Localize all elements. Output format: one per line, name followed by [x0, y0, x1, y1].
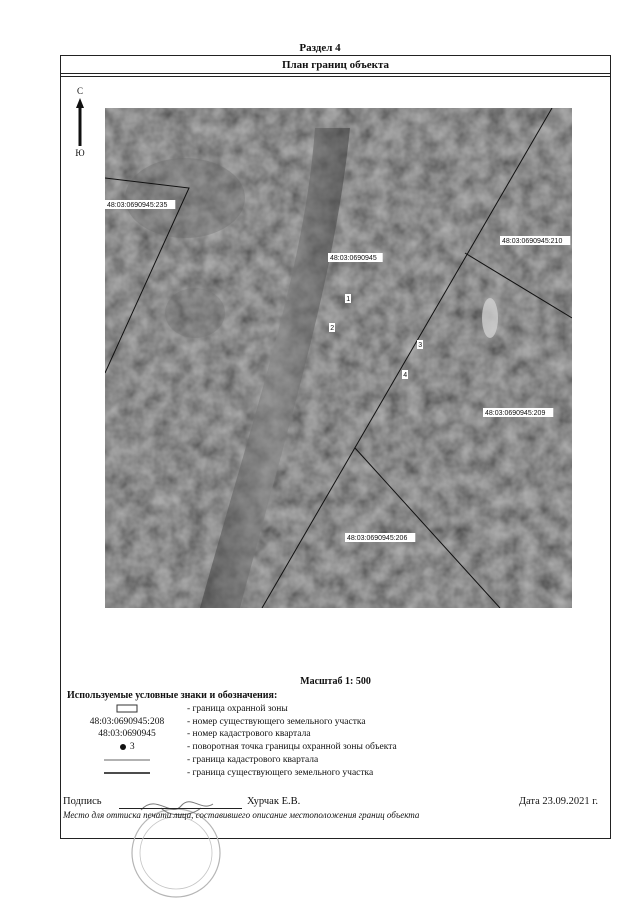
parcel-label-text: 48:03:0690945 — [330, 255, 377, 262]
turn-point-label: 2 — [330, 325, 335, 332]
parcel-label-text: 48:03:0690945:209 — [485, 410, 546, 417]
parcel-label — [345, 533, 415, 542]
aerial-photo — [105, 108, 572, 608]
north-label: С — [76, 86, 83, 96]
legend-symbol-text: 3 — [129, 742, 135, 752]
parcel-label — [500, 236, 570, 245]
legend-desc: - граница кадастрового квартала — [187, 755, 319, 765]
aerial-map[interactable] — [105, 108, 572, 608]
turn-point-label: 1 — [346, 296, 351, 303]
parcel-boundary-line-icon — [104, 768, 150, 777]
turn-point — [417, 340, 423, 349]
signature-label: Подпись — [63, 796, 102, 807]
legend-title: Используемые условные знаки и обозначения: — [67, 690, 278, 701]
parcel-label-text: 48:03:0690945:206 — [347, 535, 408, 542]
map-canvas[interactable] — [105, 108, 572, 608]
parcel-label — [483, 408, 553, 417]
turn-point-label: 3 — [418, 342, 423, 349]
quarter-boundary-line-icon — [104, 755, 150, 764]
legend-desc: - номер кадастрового квартала — [187, 729, 311, 739]
signer-name: Хурчак Е.В. — [247, 796, 301, 807]
document-frame — [60, 55, 611, 839]
parcel-label-text: 48:03:0690945:210 — [502, 238, 563, 245]
section-title: Раздел 4 — [299, 42, 341, 54]
stamp-note: Место для оттиска печати лица, составившего описание местоположения границ объекта — [63, 810, 420, 820]
north-arrow-icon — [75, 98, 85, 146]
turn-point — [329, 323, 335, 332]
parcel-label-text: 48:03:0690945:235 — [107, 202, 168, 209]
scale-label: Масштаб 1: 500 — [300, 676, 371, 687]
turn-point — [402, 370, 408, 379]
parcel-label — [105, 200, 175, 209]
legend-desc: - поворотная точка границы охранной зоны объекта — [187, 742, 397, 752]
parcel-label — [328, 253, 383, 262]
legend-desc: - номер существующего земельного участка — [187, 717, 366, 727]
header-divider — [61, 76, 610, 77]
north-arrow — [73, 86, 87, 166]
turn-point-icon — [119, 743, 127, 751]
turn-point-label: 4 — [403, 372, 408, 379]
zone-boundary-icon — [116, 704, 138, 713]
signature-date: Дата 23.09.2021 г. — [518, 796, 598, 807]
legend-symbol-text: 48:03:0690945:208 — [89, 717, 165, 727]
legend-desc: - граница охранной зоны — [187, 704, 288, 714]
legend-symbol-text: 48:03:0690945 — [98, 729, 156, 739]
legend-desc: - граница существующего земельного участка — [187, 768, 374, 778]
plan-title: План границ объекта — [61, 56, 610, 74]
south-label: Ю — [75, 148, 85, 158]
signature-line — [119, 808, 242, 809]
turn-point — [345, 294, 351, 303]
